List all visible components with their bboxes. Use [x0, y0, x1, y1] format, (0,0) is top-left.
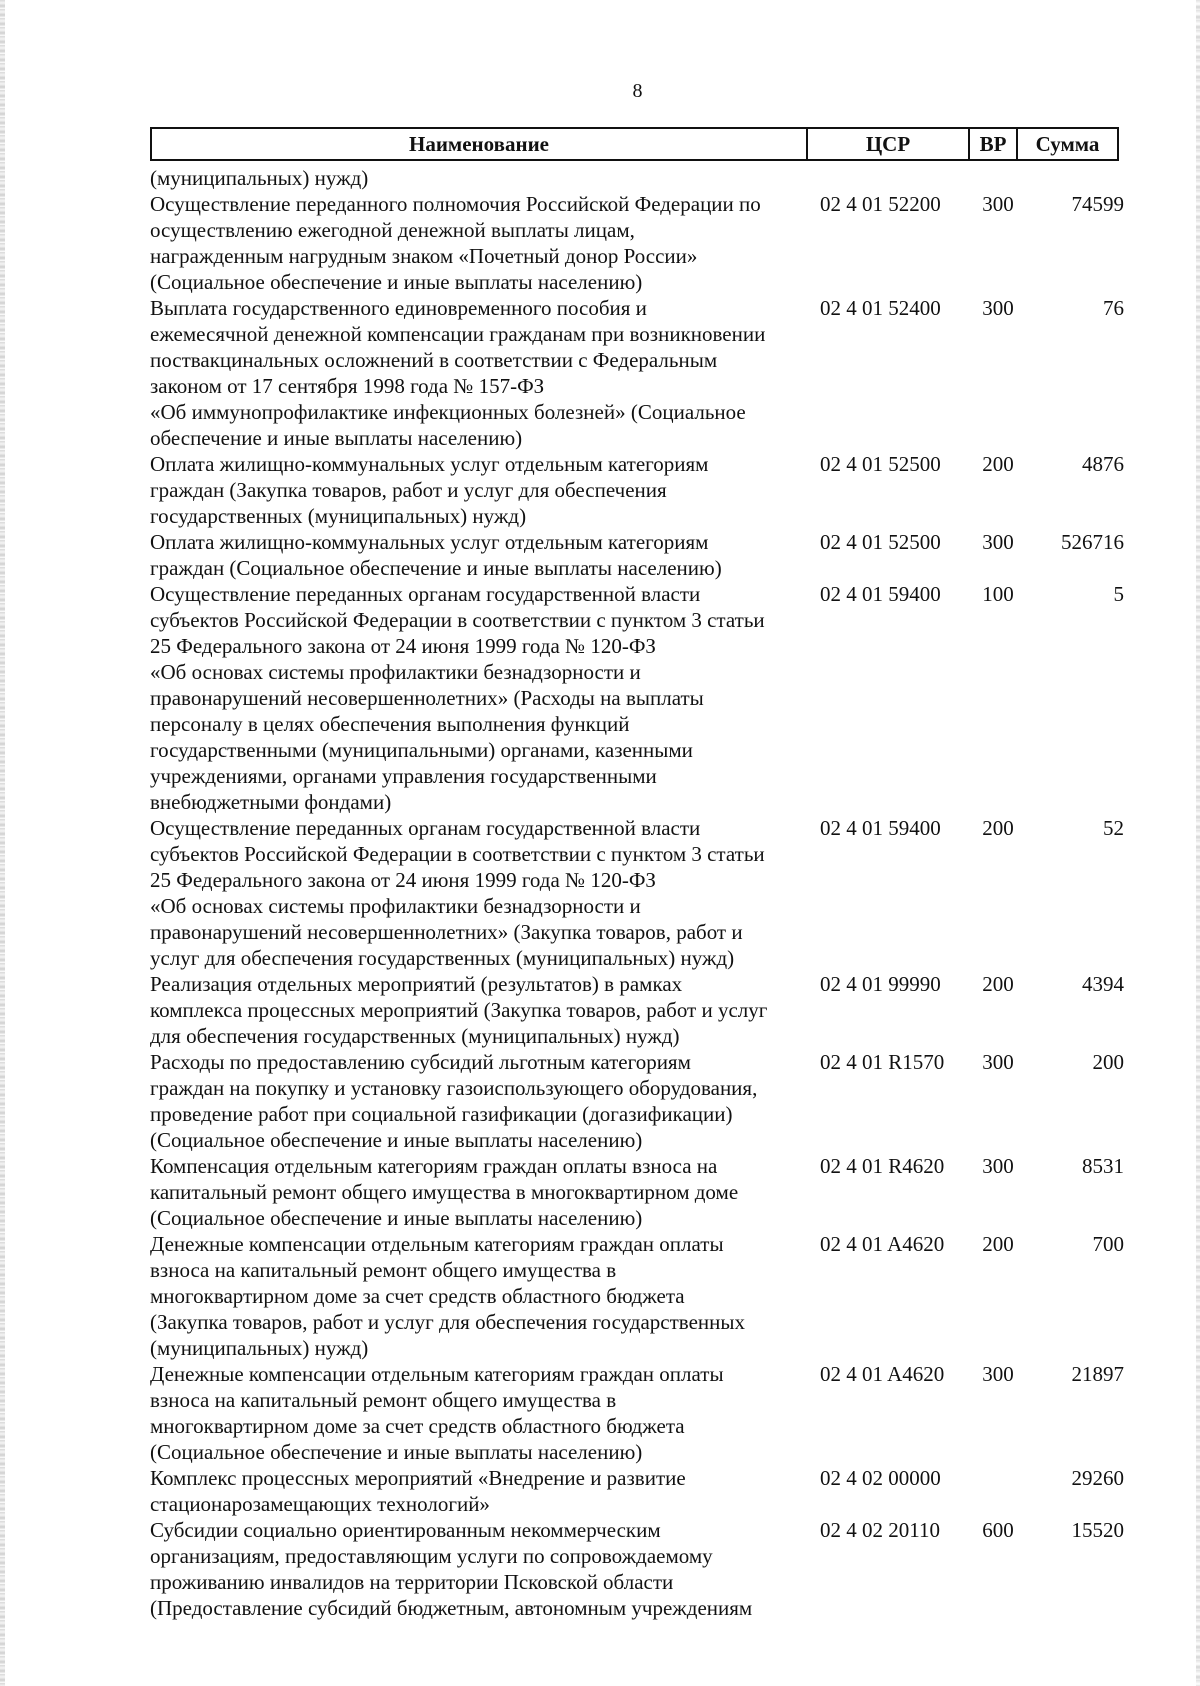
- row-sum: 15520: [1071, 1518, 1124, 1542]
- row-vr: [970, 1465, 1026, 1517]
- row-name: [150, 295, 810, 451]
- row-name-line: организациям, предоставляющим услуги по сопровождаемому: [150, 1544, 713, 1568]
- row-name-line: 25 Федерального закона от 24 июня 1999 года № 120-ФЗ: [150, 634, 656, 658]
- row-csr: 02 4 01 52200: [820, 192, 941, 216]
- row-csr: 02 4 01 59400: [820, 582, 941, 606]
- header-csr: ЦСР: [808, 129, 970, 159]
- row-name-line: (Социальное обеспечение и иные выплаты населению): [150, 270, 643, 294]
- row-vr: 600: [982, 1518, 1014, 1542]
- row-name-line: субъектов Российской Федерации в соответствии с пунктом 3 статьи: [150, 608, 765, 632]
- row-name-line: Выплата государственного единовременного пособия и: [150, 296, 647, 320]
- scan-edge-left: [0, 0, 5, 1686]
- row-sum: 8531: [1082, 1154, 1124, 1178]
- row-sum: 4876: [1082, 452, 1124, 476]
- row-name-line: осуществлению ежегодной денежной выплаты лицам,: [150, 218, 635, 242]
- row-name-line: граждан (Закупка товаров, работ и услуг для обеспечения: [150, 478, 667, 502]
- row-name: [150, 1049, 810, 1153]
- row-vr: 300: [982, 530, 1014, 554]
- row-csr: 02 4 01 A4620: [820, 1362, 945, 1386]
- table-row: [150, 1465, 1150, 1517]
- row-sum: [1026, 165, 1124, 191]
- row-name-line: комплекса процессных мероприятий (Закупка товаров, работ и услуг: [150, 998, 768, 1022]
- row-name: [150, 529, 810, 581]
- row-vr: 300: [982, 1362, 1014, 1386]
- row-sum: 74599: [1071, 192, 1124, 216]
- row-name-line: Оплата жилищно-коммунальных услуг отдельным категориям: [150, 530, 709, 554]
- row-name: [150, 451, 810, 529]
- row-name-line: стационарозамещающих технологий»: [150, 1492, 490, 1516]
- row-name-line: многоквартирном доме за счет средств областного бюджета: [150, 1284, 685, 1308]
- row-csr: 02 4 02 20110: [820, 1518, 940, 1542]
- row-vr: 300: [982, 296, 1014, 320]
- row-sum: 4394: [1082, 972, 1124, 996]
- row-csr: 02 4 01 59400: [820, 816, 941, 840]
- table-row: [150, 1517, 1150, 1621]
- row-name-line: услуг для обеспечения государственных (муниципальных) нужд): [150, 946, 735, 970]
- row-csr: 02 4 02 00000: [820, 1466, 941, 1490]
- row-csr: 02 4 01 99990: [820, 972, 941, 996]
- row-sum: 21897: [1071, 1362, 1124, 1386]
- row-name-line: (Социальное обеспечение и иные выплаты населению): [150, 1206, 643, 1230]
- table-row: [150, 295, 1150, 451]
- row-csr: 02 4 01 R4620: [820, 1154, 945, 1178]
- row-name-line: взноса на капитальный ремонт общего имущества в: [150, 1388, 617, 1412]
- header-name: Наименование: [152, 129, 808, 159]
- row-name-line: (муниципальных) нужд): [150, 1336, 369, 1360]
- row-vr: 300: [982, 192, 1014, 216]
- row-name-line: субъектов Российской Федерации в соответствии с пунктом 3 статьи: [150, 842, 765, 866]
- table-row: [150, 1049, 1150, 1153]
- row-name-line: обеспечение и иные выплаты населению): [150, 426, 523, 450]
- row-name: [150, 1231, 810, 1361]
- row-csr: 02 4 01 52400: [820, 296, 941, 320]
- table-row: [150, 581, 1150, 815]
- row-csr: 02 4 01 A4620: [820, 1232, 945, 1256]
- row-name-line: учреждениями, органами управления государственными: [150, 764, 657, 788]
- row-name-line: Комплекс процессных мероприятий «Внедрение и развитие: [150, 1466, 686, 1490]
- row-name-line: проведение работ при социальной газификации (догазификации): [150, 1102, 733, 1126]
- row-name-line: «Об основах системы профилактики безнадзорности и: [150, 894, 641, 918]
- budget-table: [150, 127, 1150, 1621]
- row-name: [150, 971, 810, 1049]
- row-name-line: Осуществление переданного полномочия Российской Федерации по: [150, 192, 761, 216]
- row-name-line: Осуществление переданных органам государственной власти: [150, 816, 701, 840]
- row-name-line: правонарушений несовершеннолетних» (Расходы на выплаты: [150, 686, 704, 710]
- row-name-line: (Предоставление субсидий бюджетным, автономным учреждениям: [150, 1596, 753, 1620]
- row-sum: 526716: [1061, 530, 1124, 554]
- row-name: [150, 581, 810, 815]
- row-sum: 700: [1092, 1232, 1124, 1256]
- table-row: [150, 971, 1150, 1049]
- table-row: [150, 1361, 1150, 1465]
- row-vr: 200: [982, 816, 1014, 840]
- row-sum: 29260: [1071, 1466, 1124, 1490]
- table-row: [150, 191, 1150, 295]
- table-row: [150, 161, 1150, 191]
- row-name-line: проживанию инвалидов на территории Псковской области: [150, 1570, 674, 1594]
- row-name: [150, 1153, 810, 1231]
- row-name-line: государственными (муниципальными) органами, казенными: [150, 738, 693, 762]
- row-name-line: Субсидии социально ориентированным некоммерческим: [150, 1518, 661, 1542]
- row-name-line: «Об иммунопрофилактике инфекционных болезней» (Социальное: [150, 400, 746, 424]
- header-sum: Сумма: [1035, 131, 1100, 156]
- row-name-line: правонарушений несовершеннолетних» (Закупка товаров, работ и: [150, 920, 743, 944]
- row-name-line: внебюджетными фондами): [150, 790, 392, 814]
- row-name-line: граждан на покупку и установку газоиспользующего оборудования,: [150, 1076, 758, 1100]
- row-name-line: Оплата жилищно-коммунальных услуг отдельным категориям: [150, 452, 709, 476]
- row-name-line: ежемесячной денежной компенсации гражданам при возникновении: [150, 322, 766, 346]
- row-vr: 200: [982, 972, 1014, 996]
- row-name-line: многоквартирном доме за счет средств областного бюджета: [150, 1414, 685, 1438]
- table-body: [150, 161, 1150, 1621]
- row-vr: [970, 165, 1026, 191]
- scan-edge-right: [1196, 0, 1200, 1686]
- row-name-line: Реализация отдельных мероприятий (результатов) в рамках: [150, 972, 683, 996]
- row-name-line: награжденным нагрудным знаком «Почетный донор России»: [150, 244, 698, 268]
- row-csr: [810, 165, 970, 191]
- table-header: [150, 127, 1119, 161]
- row-csr: 02 4 01 52500: [820, 530, 941, 554]
- row-name-line: государственных (муниципальных) нужд): [150, 504, 527, 528]
- table-row: [150, 451, 1150, 529]
- row-name: [150, 815, 810, 971]
- row-name-line: (Социальное обеспечение и иные выплаты населению): [150, 1440, 643, 1464]
- table-row: [150, 1153, 1150, 1231]
- row-name: [150, 1465, 810, 1517]
- row-sum: 52: [1103, 816, 1124, 840]
- row-vr: 200: [982, 1232, 1014, 1256]
- row-name-line: Расходы по предоставлению субсидий льготным категориям: [150, 1050, 691, 1074]
- page-number: 8: [632, 80, 643, 102]
- row-name-line: (Закупка товаров, работ и услуг для обеспечения государственных: [150, 1310, 746, 1334]
- row-name-line: (Социальное обеспечение и иные выплаты населению): [150, 1128, 643, 1152]
- row-name-line: Осуществление переданных органам государственной власти: [150, 582, 701, 606]
- row-name-line: граждан (Социальное обеспечение и иные выплаты населению): [150, 556, 722, 580]
- row-vr: 300: [982, 1050, 1014, 1074]
- row-name-line: (муниципальных) нужд): [150, 166, 369, 190]
- table-row: [150, 1231, 1150, 1361]
- row-name-line: взноса на капитальный ремонт общего имущества в: [150, 1258, 617, 1282]
- row-name-line: Денежные компенсации отдельным категориям граждан оплаты: [150, 1232, 724, 1256]
- table-row: [150, 529, 1150, 581]
- row-name-line: персоналу в целях обеспечения выполнения функций: [150, 712, 630, 736]
- row-vr: 200: [982, 452, 1014, 476]
- row-name-line: 25 Федерального закона от 24 июня 1999 года № 120-ФЗ: [150, 868, 656, 892]
- row-name: [150, 165, 810, 191]
- row-name-line: поствакцинальных осложнений в соответствии с Федеральным: [150, 348, 718, 372]
- row-name-line: для обеспечения государственных (муниципальных) нужд): [150, 1024, 680, 1048]
- row-name: [150, 191, 810, 295]
- row-vr: 300: [982, 1154, 1014, 1178]
- row-name-line: Компенсация отдельным категориям граждан оплаты взноса на: [150, 1154, 718, 1178]
- row-sum: 76: [1103, 296, 1124, 320]
- row-csr: 02 4 01 R1570: [820, 1050, 945, 1074]
- table-row: [150, 815, 1150, 971]
- row-csr: 02 4 01 52500: [820, 452, 941, 476]
- row-name-line: законом от 17 сентября 1998 года № 157-ФЗ: [150, 374, 545, 398]
- row-sum: 200: [1092, 1050, 1124, 1074]
- row-name-line: Денежные компенсации отдельным категориям граждан оплаты: [150, 1362, 724, 1386]
- row-vr: 100: [982, 582, 1014, 606]
- row-name: [150, 1517, 810, 1621]
- row-name-line: «Об основах системы профилактики безнадзорности и: [150, 660, 641, 684]
- row-name-line: капитальный ремонт общего имущества в многоквартирном доме: [150, 1180, 739, 1204]
- row-name: [150, 1361, 810, 1465]
- header-vr: ВР: [970, 129, 1018, 159]
- row-sum: 5: [1113, 582, 1124, 606]
